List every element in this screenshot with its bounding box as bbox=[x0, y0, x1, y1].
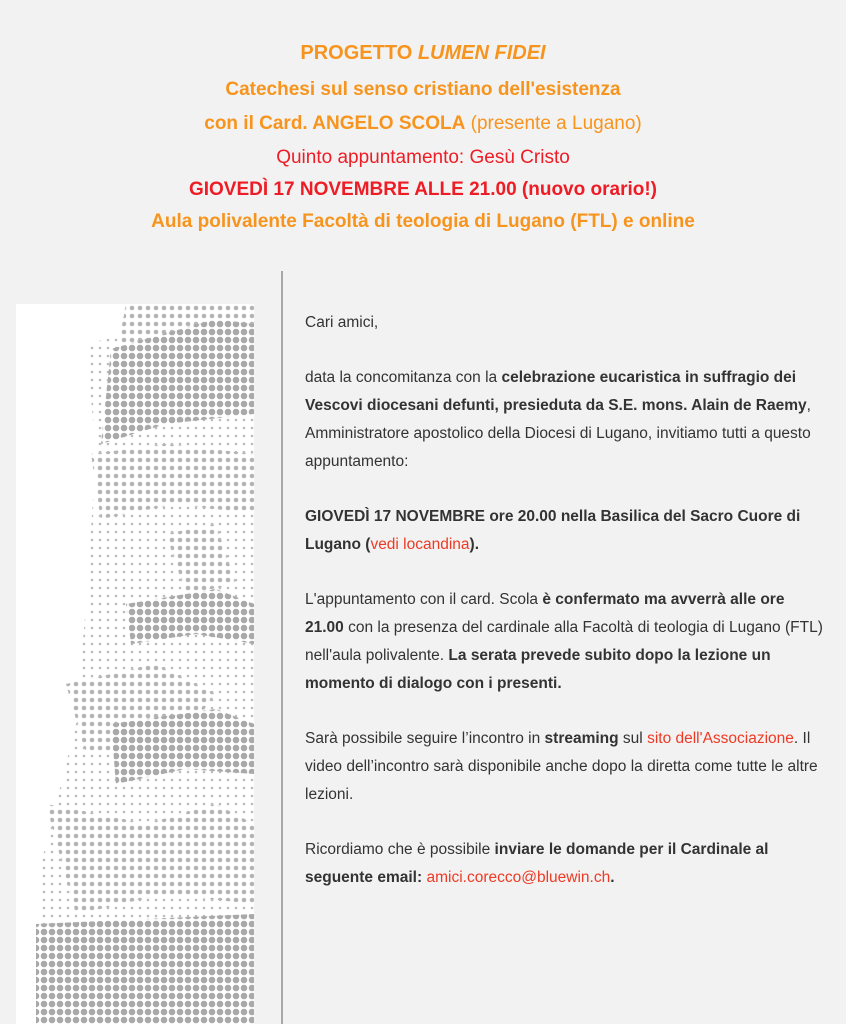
p5-text-bold: inviare le domande per il Cardinale al seguente email: bbox=[305, 841, 769, 886]
project-title bbox=[0, 41, 846, 65]
p1-text-a: data la concomitanza con la bbox=[305, 369, 502, 386]
session-title: Quinto appuntamento: Gesù Cristo bbox=[276, 147, 570, 168]
session-datetime: GIOVEDÌ 17 NOVEMBRE ALLE 21.00 (nuovo orario!) bbox=[188, 179, 658, 200]
p5-text-a: Ricordiamo che è possibile bbox=[305, 841, 495, 858]
paragraph-questions bbox=[305, 836, 825, 892]
locandina-link[interactable]: vedi locandina bbox=[370, 536, 470, 553]
p3-text-bold: è confermato ma avverrà alle ore 21.00 bbox=[305, 591, 785, 636]
association-site-link[interactable]: sito dell'Associazione bbox=[647, 730, 794, 747]
p2-text-c: ). bbox=[469, 536, 480, 553]
p2-bold bbox=[305, 508, 800, 553]
speaker-note: (presente a Lugano) bbox=[465, 113, 642, 134]
p4-text-c: sul bbox=[618, 730, 648, 747]
p1-text-c: , Amministratore apostolico della Diocesi di Lugano, invitiamo tutti a questo appuntamento: bbox=[305, 397, 811, 470]
p5-text-c: . bbox=[610, 869, 615, 886]
paragraph-confirmed bbox=[305, 586, 825, 698]
portrait-image bbox=[16, 304, 254, 1024]
email-link[interactable]: amici.corecco@bluewin.ch bbox=[426, 869, 611, 886]
project-title-prefix: PROGETTO bbox=[300, 42, 418, 64]
p4-text-a: Sarà possibile seguire l’incontro in bbox=[305, 730, 545, 747]
p3-text-c: con la presenza del cardinale alla Facoltà di teologia di Lugano (FTL) nell'aula polivalente. bbox=[305, 619, 823, 664]
greeting: Cari amici, bbox=[305, 314, 379, 331]
p1-text-bold: celebrazione eucaristica in suffragio dei Vescovi diocesani defunti, presieduta da S.E. mons. Alain de Raemy bbox=[305, 369, 807, 414]
p4-text-d: . Il video dell’incontro sarà disponibile anche dopo la diretta come tutte le altre lezioni. bbox=[305, 730, 818, 803]
speaker-name: con il Card. ANGELO SCOLA bbox=[204, 113, 466, 134]
p3-text-bold-2: La serata prevede subito dopo la lezione un momento di dialogo con i presenti. bbox=[305, 647, 771, 692]
p2-text-a: GIOVEDÌ 17 NOVEMBRE ore 20.00 nella Basilica del Sacro Cuore di Lugano ( bbox=[305, 508, 801, 553]
session-location: Aula polivalente Facoltà di teologia di Lugano (FTL) e online bbox=[151, 211, 695, 232]
halftone-portrait bbox=[16, 304, 254, 1024]
paragraph-streaming bbox=[305, 725, 825, 809]
p4-text-bold: streaming bbox=[544, 730, 619, 747]
message-body bbox=[305, 309, 825, 919]
column-divider bbox=[281, 271, 283, 1024]
p3-text-a: L'appuntamento con il card. Scola bbox=[305, 591, 543, 608]
paragraph-basilica bbox=[305, 503, 825, 559]
paragraph-concomitance bbox=[305, 364, 825, 476]
project-title-italic: LUMEN FIDEI bbox=[417, 42, 546, 64]
speaker-line bbox=[0, 112, 846, 136]
subtitle: Catechesi sul senso cristiano dell'esistenza bbox=[225, 79, 621, 100]
